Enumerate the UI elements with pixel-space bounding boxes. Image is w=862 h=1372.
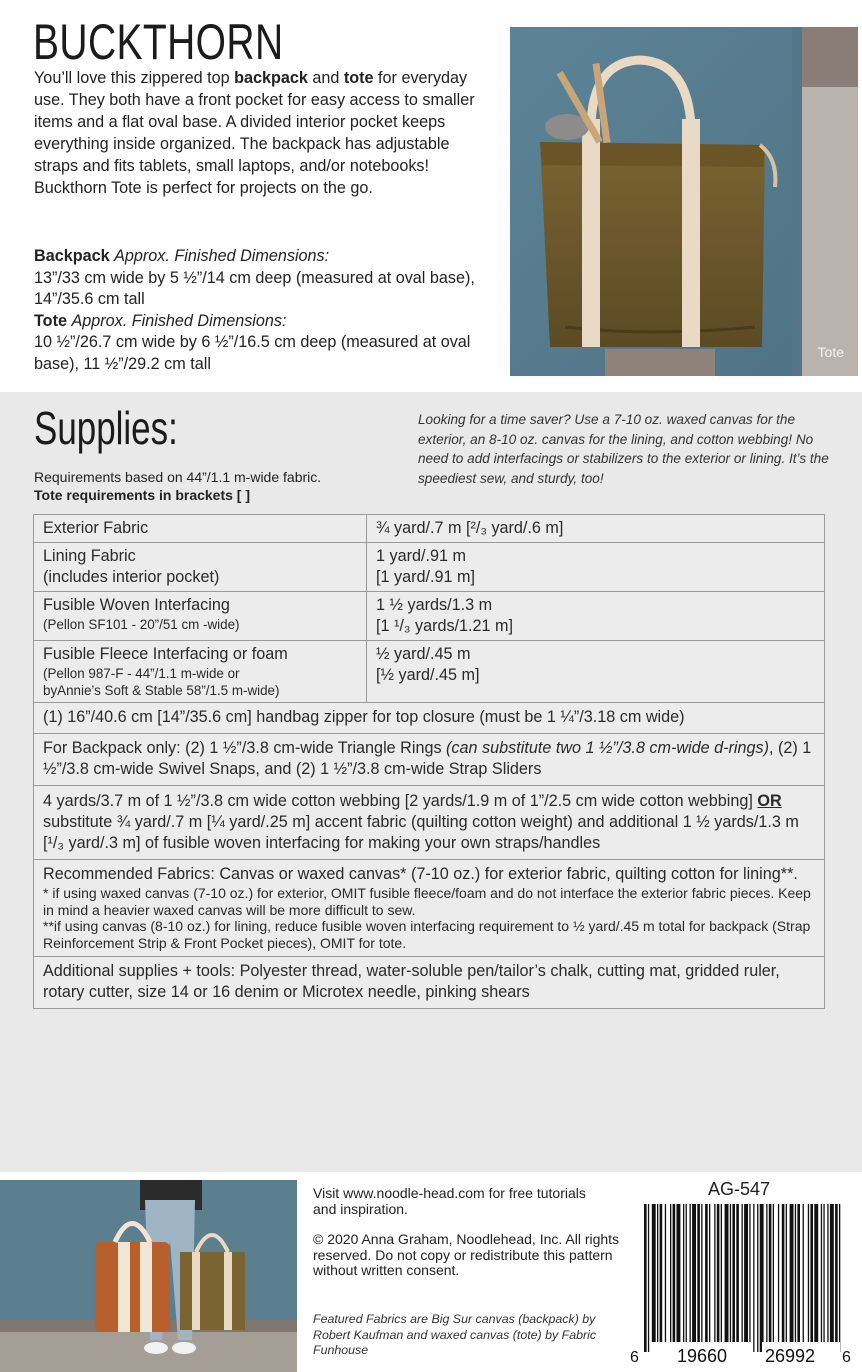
barcode-bar [769, 1204, 772, 1342]
barcode-bar [683, 1204, 684, 1342]
barcode-bar [686, 1204, 687, 1342]
webbing-text: 4 yards/3.7 m of 1 ½”/3.8 cm wide cotton webbing [2 yards/1.9 m of 1”/2.5 cm wide cotton webbing] [43, 792, 758, 810]
backpack-dimensions [34, 246, 494, 311]
tote-dim-text: 10 ½”/26.7 cm wide by 6 ½”/16.5 cm deep (measured at oval base), 11 ½”/29.2 cm tall [34, 333, 471, 373]
barcode-digits-right: 26992 [765, 1346, 816, 1366]
barcode-bar [725, 1204, 729, 1342]
supply-name [34, 515, 367, 542]
supply-amount-text: ½ yard/.45 m [376, 645, 471, 663]
tote-photo [510, 27, 858, 376]
supply-name-text: Lining Fabric [43, 547, 136, 565]
supply-amount [367, 515, 824, 542]
barcode-bar [744, 1204, 748, 1342]
supply-amount [367, 543, 824, 591]
supply-name [34, 543, 367, 591]
barcode-digit-first: 6 [630, 1349, 639, 1366]
barcode-bar [835, 1204, 838, 1352]
barcode-bar [692, 1204, 696, 1342]
backpack-hardware-alt: (can substitute two 1 ½”/3.8 cm-wide d-rings) [446, 739, 770, 757]
tote-brackets-note: Tote requirements in brackets [ ] [34, 487, 251, 503]
supplies-title: Supplies: [34, 402, 178, 454]
barcode-bar [721, 1204, 722, 1342]
supply-amount [367, 592, 824, 640]
barcode-digit-last: 6 [842, 1349, 851, 1366]
intro-paragraph [34, 67, 484, 199]
backpack-hardware-text: For Backpack only: (2) 1 ½”/3.8 cm-wide Triangle Rings [43, 739, 447, 757]
supply-name-text: Fusible Fleece Interfacing or foam [43, 645, 288, 663]
barcode-bar [670, 1204, 671, 1342]
barcode-bar [753, 1204, 754, 1352]
supply-name-detail: (Pellon SF101 - 20”/51 cm -wide) [43, 617, 240, 632]
supply-amount-tote: [1 ¹/₃ yards/1.21 m] [376, 617, 514, 635]
tote-photo-illustration [510, 27, 858, 376]
barcode [630, 1202, 855, 1367]
table-row-additional [33, 957, 825, 1009]
barcode-bar [660, 1204, 663, 1342]
supply-name [34, 592, 367, 640]
barcode-bar [730, 1204, 731, 1342]
featured-fabrics-note: Featured Fabrics are Big Sur canvas (backpack) by Robert Kaufman and waxed canvas (tote) by Fabric Funhouse [313, 1312, 597, 1357]
barcode-bar [773, 1204, 774, 1342]
barcode-bar [821, 1204, 822, 1342]
table-row [33, 641, 825, 703]
barcode-bar [644, 1204, 647, 1352]
webbing [34, 786, 824, 859]
supply-amount-text: 1 ½ yards/1.3 m [376, 596, 493, 614]
waxed-canvas-note: * if using waxed canvas (7-10 oz.) for exterior, OMIT fusible fleece/foam and do not interface the exterior fabric pieces. Keep in mind a heavier waxed canvas will be more difficult to sew. [43, 885, 811, 918]
barcode-bar [839, 1204, 840, 1352]
table-row-recommended [33, 860, 825, 957]
supply-name-text: Exterior Fabric [43, 519, 149, 537]
table-row-zipper [33, 703, 825, 734]
barcode-bar [827, 1204, 828, 1342]
supply-name-detail: (includes interior pocket) [43, 568, 220, 586]
barcode-bar [778, 1204, 779, 1342]
barcode-bar [814, 1204, 818, 1342]
supply-amount [367, 641, 824, 702]
barcode-bar [657, 1204, 658, 1342]
table-row [33, 592, 825, 641]
barcode-bar [677, 1204, 681, 1342]
pattern-title: BUCKTHORN [33, 14, 284, 70]
barcode-bar [808, 1204, 809, 1342]
barcode-bar [782, 1204, 785, 1342]
supply-amount-tote: [½ yard/.45 m] [376, 666, 480, 684]
table-row [33, 543, 825, 592]
barcode-bar [766, 1204, 767, 1342]
webbing-or: OR [757, 792, 782, 810]
barcode-bars [644, 1204, 840, 1352]
barcode-bar [717, 1204, 720, 1342]
footer-section [0, 1172, 862, 1372]
photo-caption: Tote [817, 344, 844, 360]
barcode-bar [810, 1204, 813, 1342]
supply-name-detail: (Pellon 987-F - 44”/1.1 m-wide or [43, 666, 240, 681]
barcode-bar [648, 1204, 649, 1352]
backpack-dim-approx: Approx. Finished Dimensions: [114, 247, 330, 265]
supply-amount-text: 1 yard/.91 m [376, 547, 466, 565]
backpack-dim-label: Backpack [34, 247, 110, 265]
barcode-bar [790, 1204, 794, 1342]
requirements-note [34, 468, 321, 504]
supply-amount-text: ¾ yard/.7 m [²/₃ yard/.6 m] [376, 519, 564, 537]
requirements-text: Requirements based on 44”/1.1 m-wide fabric. [34, 469, 322, 485]
canvas-lining-note: **if using canvas (8-10 oz.) for lining, reduce fusible woven interfacing requirement to ½ yard/.45 m total for backpack (Strap Reinforcement Strip & Front Pocket pieces), OMIT for tote. [43, 918, 811, 951]
table-row-backpack-hardware [33, 734, 825, 786]
barcode-bar [705, 1204, 708, 1342]
supply-amount-tote: [1 yard/.91 m] [376, 568, 475, 586]
barcode-bar [697, 1204, 700, 1342]
barcode-bar [714, 1204, 715, 1342]
barcode-bar [690, 1204, 691, 1342]
barcode-bar [742, 1204, 743, 1342]
webbing-text-2: substitute ¾ yard/.7 m [¼ yard/.25 m] accent fabric (quilting cotton weight) and additional 1 ½ yards/1.3 m [¹/₃ yard/.3 m] of fusible woven interfacing for making your own straps/handles [43, 813, 799, 852]
website-note: Visit www.noodle-head.com for free tutorials and inspiration. [313, 1185, 586, 1217]
intro-backpack: backpack [234, 69, 308, 87]
barcode-bar [803, 1204, 804, 1342]
barcode-bar [652, 1204, 656, 1342]
barcode-bar [757, 1204, 758, 1352]
backpack-dim-text: 13”/33 cm wide by 5 ½”/14 cm deep (measured at oval base), 14”/35.6 cm tall [34, 268, 475, 308]
recommended-fabrics [34, 860, 824, 956]
tote-dim-label: Tote [34, 311, 67, 330]
time-saver-tip: Looking for a time saver? Use a 7-10 oz. waxed canvas for the exterior, an 8-10 oz. canvas for the lining, and cotton webbing! No need to add interfacings or stabilizers to the exterior or lining. It’s the speediest sew, and sturdy, too! [418, 412, 829, 486]
bags-photo [0, 1180, 297, 1372]
barcode-bar [665, 1204, 666, 1342]
intro-text-1: You’ll love this zippered top [34, 69, 235, 87]
barcode-digits-left: 19660 [677, 1346, 728, 1366]
zipper-text: (1) 16”/40.6 cm [14”/35.6 cm] handbag zipper for top closure (must be 1 ¼”/3.18 cm wide) [43, 708, 685, 726]
pattern-sku: AG-547 [708, 1179, 771, 1199]
backpack-hardware-text-2: , (2) 1 ½”/3.8 cm-wide Swivel Snaps, and (2) 1 ½”/3.8 cm-wide Strap Sliders [43, 739, 812, 778]
barcode-bar [823, 1204, 824, 1342]
barcode-bar [795, 1204, 796, 1342]
supplies-section [0, 392, 862, 1172]
barcode-bar [797, 1204, 800, 1342]
table-row-webbing [33, 786, 825, 860]
supplies-table [33, 514, 825, 1009]
barcode-bar [709, 1204, 710, 1342]
intro-text-2: and [307, 69, 344, 87]
header-section [0, 0, 862, 392]
additional-supplies: Additional supplies + tools: Polyester thread, water-soluble pen/tailor’s chalk, cutting mat, gridded ruler, rotary cutter, size 14 or 16 denim or Microtex needle, pinking shears [43, 962, 780, 1001]
bags-photo-illustration [0, 1180, 297, 1372]
barcode-bar [736, 1204, 739, 1342]
finished-dimensions [34, 246, 494, 375]
barcode-bar [673, 1204, 676, 1342]
barcode-bar [732, 1204, 735, 1342]
recommended-text: Recommended Fabrics: Canvas or waxed canvas* (7-10 oz.) for exterior fabric, quilting cotton for lining**. [43, 865, 798, 883]
copyright-note: © 2020 Anna Graham, Noodlehead, Inc. All rights reserved. Do not copy or redistribute this pattern without written consent. [313, 1231, 620, 1278]
intro-tote: tote [343, 69, 374, 87]
backpack-hardware [34, 734, 824, 785]
barcode-bar [830, 1204, 834, 1342]
supply-name-text: Fusible Woven Interfacing [43, 596, 230, 614]
supply-name-detail: byAnnie’s Soft & Stable 58”/1.5 m-wide) [43, 683, 280, 698]
intro-text-3: for everyday use. They both have a front pocket for easy access to smaller items and a flat oval base. A divided interior pocket keeps everything inside organized. The backpack has adjustable straps and fits tablets, small laptops, and/or notebooks! Buckthorn Tote is perfect for projects on the go. [34, 69, 475, 197]
tote-dim-approx: Approx. Finished Dimensions: [71, 311, 287, 330]
barcode-bar [760, 1204, 764, 1352]
barcode-bar [749, 1204, 750, 1342]
barcode-bar [701, 1204, 702, 1342]
supply-name [34, 641, 367, 702]
table-row [33, 514, 825, 543]
barcode-bar [786, 1204, 787, 1342]
tote-dimensions [34, 311, 494, 376]
